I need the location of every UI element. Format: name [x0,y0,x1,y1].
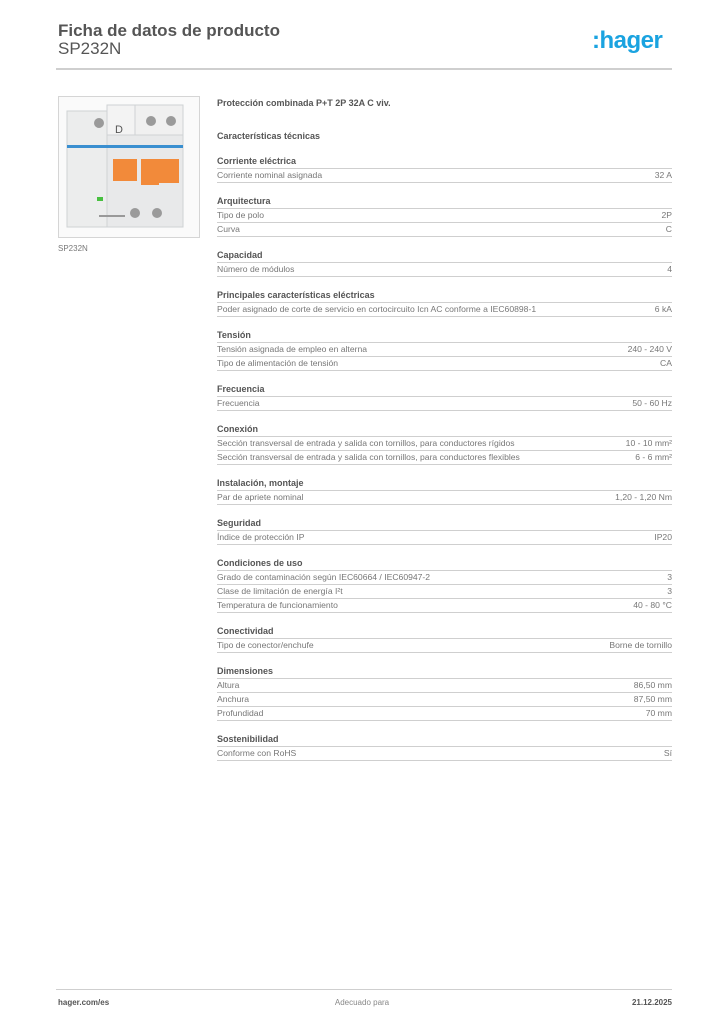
spec-value: 87,50 mm [633,694,672,704]
spec-row [217,357,672,371]
section-title: Arquitectura [217,195,672,209]
spec-section [217,517,672,545]
spec-label: Profundidad [217,708,264,718]
spec-row [217,693,672,707]
spec-value: 70 mm [645,708,672,718]
spec-section [217,625,672,653]
spec-label: Par de apriete nominal [217,492,304,502]
spec-label: Sección transversal de entrada y salida con tornillos, para conductores flexibles [217,452,520,462]
spec-row [217,223,672,237]
spec-label: Tensión asignada de empleo en alterna [217,344,368,354]
spec-row [217,679,672,693]
spec-value: 10 - 10 mm² [625,438,672,448]
spec-section [217,665,672,721]
spec-row [217,707,672,721]
spec-value: 6 kA [654,304,672,314]
spec-row [217,491,672,505]
spec-label: Número de módulos [217,264,295,274]
section-title: Condiciones de uso [217,557,672,571]
spec-section [217,733,672,761]
spec-value: 32 A [654,170,672,180]
spec-value: Sí [663,748,672,758]
footer-website-link[interactable]: hager.com/es [58,998,110,1007]
tech-heading: Características técnicas [217,131,321,141]
spec-row [217,397,672,411]
spec-row [217,263,672,277]
spec-value: 40 - 80 °C [633,600,672,610]
spec-label: Frecuencia [217,398,260,408]
section-title: Seguridad [217,517,672,531]
spec-value: 50 - 60 Hz [632,398,672,408]
section-title: Frecuencia [217,383,672,397]
spec-label: Sección transversal de entrada y salida con tornillos, para conductores rígidos [217,438,515,448]
header-divider [56,68,672,70]
spec-section [217,383,672,411]
spec-row [217,209,672,223]
spec-label: Temperatura de funcionamiento [217,600,338,610]
product-code: SP232N [58,39,122,58]
spec-value: 1,20 - 1,20 Nm [615,492,672,502]
spec-label: Tipo de polo [217,210,264,220]
spec-section [217,289,672,317]
image-caption: SP232N [58,244,88,253]
spec-row [217,451,672,465]
spec-label: Corriente nominal asignada [217,170,323,180]
spec-section [217,477,672,505]
spec-section [217,329,672,371]
spec-label: Poder asignado de corte de servicio en cortocircuito Icn AC conforme a IEC60898-1 [217,304,537,314]
spec-value: 6 - 6 mm² [635,452,672,462]
spec-content [217,96,672,761]
spec-section [217,155,672,183]
spec-row [217,571,672,585]
spec-value: 86,50 mm [633,680,672,690]
section-title: Sostenibilidad [217,733,672,747]
svg-text:D: D [115,124,123,136]
spec-row [217,639,672,653]
hager-logo: :hager [592,27,663,54]
section-title: Dimensiones [217,665,672,679]
product-name: Protección combinada P+T 2P 32A C viv. [217,98,391,108]
spec-section [217,249,672,277]
spec-row [217,585,672,599]
section-title: Instalación, montaje [217,477,672,491]
spec-label: Altura [217,680,240,690]
spec-row [217,437,672,451]
spec-section [217,195,672,237]
header-title: Ficha de datos de producto [58,21,280,40]
spec-value: 3 [667,572,672,582]
spec-value: IP20 [654,532,672,542]
spec-label: Grado de contaminación según IEC60664 / IEC60947-2 [217,572,431,582]
spec-value: Borne de tornillo [609,640,672,650]
spec-value: 3 [667,586,672,596]
spec-label: Curva [217,224,240,234]
section-title: Conexión [217,423,672,437]
section-title: Corriente eléctrica [217,155,672,169]
circuit-breaker-image [59,97,199,237]
spec-label: Conforme con RoHS [217,748,297,758]
spec-label: Anchura [217,694,250,704]
spec-value: 2P [661,210,672,220]
section-title: Conectividad [217,625,672,639]
spec-row [217,747,672,761]
footer-divider [56,989,672,990]
section-title: Principales características eléctricas [217,289,672,303]
spec-section [217,557,672,613]
spec-row [217,169,672,183]
spec-row [217,343,672,357]
spec-value: CA [660,358,672,368]
footer-center-text: Adecuado para [334,998,390,1007]
spec-label: Tipo de conector/enchufe [217,640,314,650]
section-title: Capacidad [217,249,672,263]
product-image [58,96,200,238]
spec-label: Índice de protección IP [217,532,305,542]
footer-date: 21.12.2025 [631,998,672,1007]
spec-value: C [665,224,672,234]
spec-row [217,303,672,317]
section-title: Tensión [217,329,672,343]
spec-section [217,423,672,465]
spec-row [217,531,672,545]
spec-label: Clase de limitación de energía I²t [217,586,343,596]
spec-row [217,599,672,613]
spec-value: 240 - 240 V [627,344,672,354]
spec-value: 4 [667,264,672,274]
spec-label: Tipo de alimentación de tensión [217,358,339,368]
